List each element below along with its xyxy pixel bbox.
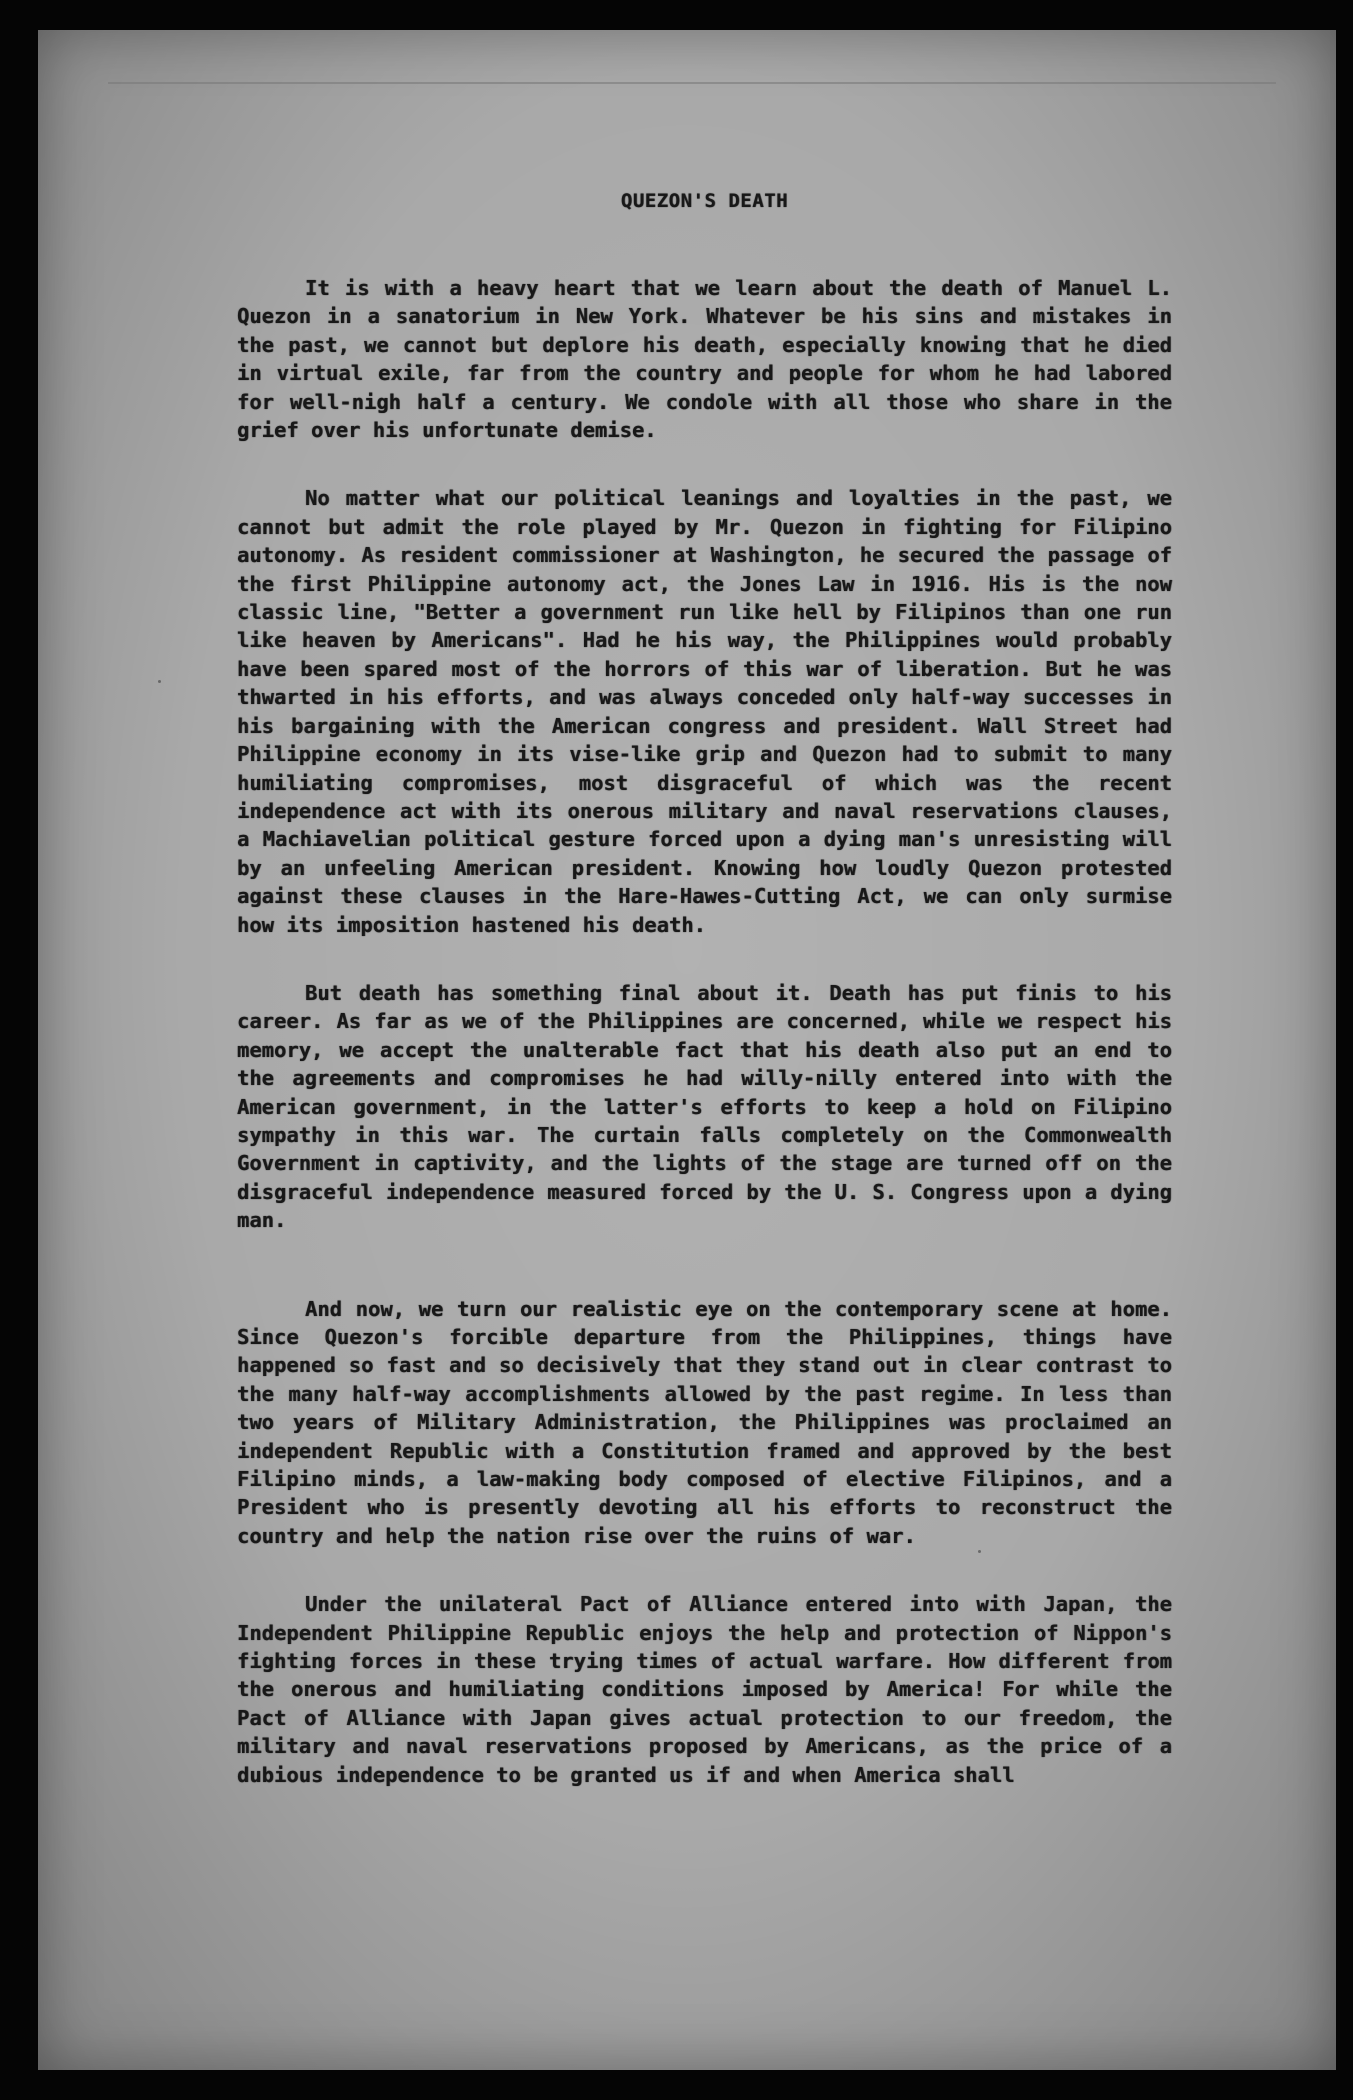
- paragraph-4: And now, we turn our realistic eye on the contemporary scene at home. Since Quezon's forcible departure from the Philippines, things have happened so fast and so decisively that they stand out in clear contrast to the many half-way accomplishments allowed by the past regime. In less than two years of Military Administration, the Philippines was proclaimed an independent Republic with a Constitution framed and approved by the best Filipino minds, a law-making body composed of elective Filipinos, and a President who is presently devoting all his efforts to reconstruct the country and help the nation rise over the ruins of war.: [237, 1296, 1172, 1548]
- document-body: [237, 190, 1172, 1829]
- paper-speck: [158, 680, 161, 683]
- paragraph-1: It is with a heavy heart that we learn about the death of Manuel L. Quezon in a sanatorium in New York. Whatever be his sins and mistakes in the past, we cannot but deplore his death, especially knowing that he died in virtual exile, far from the country and people for whom he had labored for well-nigh half a century. We condole with all those who share in the grief over his unfortunate demise.: [237, 276, 1172, 443]
- page-top-edge: [108, 82, 1276, 84]
- paragraph-3: But death has something final about it. Death has put finis to his career. As far as we of the Philippines are concerned, while we respect his memory, we accept the unalterable fact that his death also put an end to the agreements and compromises he had willy-nilly entered into with the American government, in the latter's efforts to keep a hold on Filipino sympathy in this war. The curtain falls completely on the Commonwealth Government in captivity, and the lights of the stage are turned off on the disgraceful independence measured forced by the U. S. Congress upon a dying man.: [237, 980, 1172, 1233]
- paragraph-5: Under the unilateral Pact of Alliance entered into with Japan, the Independent Philippine Republic enjoys the help and protection of Nippon's fighting forces in these trying times of actual warfare. How different from the onerous and humiliating conditions imposed by America! For while the Pact of Alliance with Japan gives actual protection to our freedom, the military and naval reservations proposed by Americans, as the price of a dubious independence to be granted us if and when America shall: [237, 1592, 1172, 1787]
- paragraph-2: No matter what our political leanings and loyalties in the past, we cannot but admit the role played by Mr. Quezon in fighting for Filipino autonomy. As resident commissioner at Washington, he secured the passage of the first Philippine autonomy act, the Jones Law in 1916. His is the now classic line, "Better a government run like hell by Filipinos than one run like heaven by Americans". Had he his way, the Philippines would probably have been spared most of the horrors of this war of liberation. But he was thwarted in his efforts, and was always conceded only half-way successes in his bargaining with the American congress and president. Wall Street had Philippine economy in its vise-like grip and Quezon had to submit to many humiliating compromises, most disgraceful of which was the recent independence act with its onerous military and naval reservations clauses, a Machiavelian political gesture forced upon a dying man's unresisting will by an unfeeling American president. Knowing how loudly Quezon protested against these clauses in the Hare-Hawes-Cutting Act, we can only surmise how its imposition hastened his death.: [237, 486, 1172, 937]
- document-title: QUEZON'S DEATH: [620, 190, 789, 212]
